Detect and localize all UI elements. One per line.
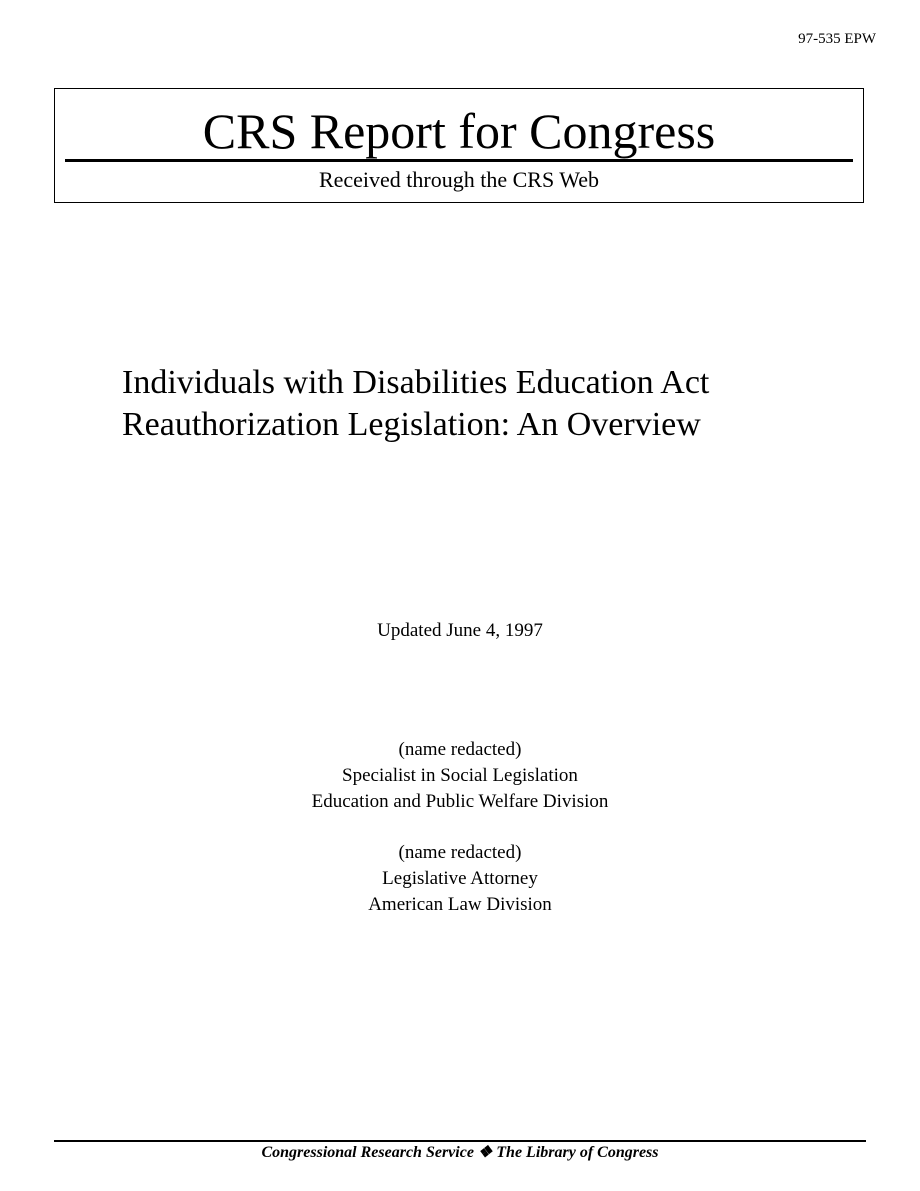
document-title-line-2: Reauthorization Legislation: An Overview xyxy=(122,406,701,443)
report-header-box xyxy=(54,88,864,203)
author-block-2 xyxy=(0,840,920,918)
author-division: Education and Public Welfare Division xyxy=(311,791,609,812)
author-name: (name redacted) xyxy=(398,739,522,760)
report-header-title: CRS Report for Congress xyxy=(202,103,716,159)
header-divider xyxy=(65,159,853,162)
footer-text: Congressional Research Service ❖ The Library of Congress xyxy=(261,1144,659,1161)
report-header-subtitle: Received through the CRS Web xyxy=(318,167,600,192)
author-name: (name redacted) xyxy=(398,842,522,863)
document-title xyxy=(122,362,842,446)
author-division: American Law Division xyxy=(368,894,552,915)
footer-divider xyxy=(54,1140,866,1142)
updated-date: Updated June 4, 1997 xyxy=(377,620,543,641)
document-title-line-1: Individuals with Disabilities Education Act xyxy=(122,364,710,401)
author-block-1 xyxy=(0,737,920,815)
author-title: Legislative Attorney xyxy=(382,868,538,889)
author-title: Specialist in Social Legislation xyxy=(342,765,578,786)
report-number: 97-535 EPW xyxy=(798,31,876,47)
